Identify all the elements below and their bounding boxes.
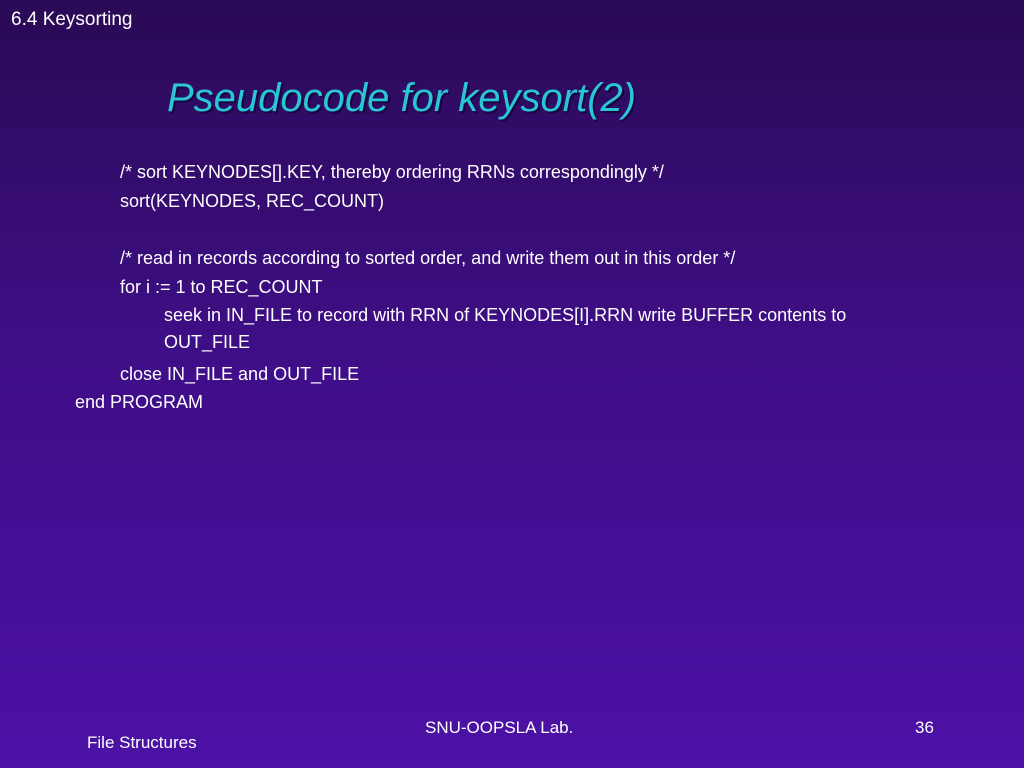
code-line-end: end PROGRAM [75,392,204,412]
code-line-sort-call: sort(KEYNODES, REC_COUNT) [120,191,385,211]
page-number: 36 [915,718,934,737]
code-line-comment-read: /* read in records according to sorted order, and write them out in this order */ [120,248,736,268]
code-line-seek: seek in IN_FILE to record with RRN of KEYNODES[I].RRN write BUFFER contents to [164,305,847,325]
slide-title: Pseudocode for keysort(2) [167,76,637,120]
section-header: 6.4 Keysorting [11,9,133,30]
code-line-comment-sort: /* sort KEYNODES[].KEY, thereby ordering RRNs correspondingly */ [120,162,664,182]
code-line-close: close IN_FILE and OUT_FILE [120,364,360,384]
code-line-seek-continued: OUT_FILE [164,332,251,352]
footer-course: File Structures [87,733,197,752]
footer-lab: SNU-OOPSLA Lab. [425,718,574,737]
code-line-for-loop: for i := 1 to REC_COUNT [120,277,323,297]
